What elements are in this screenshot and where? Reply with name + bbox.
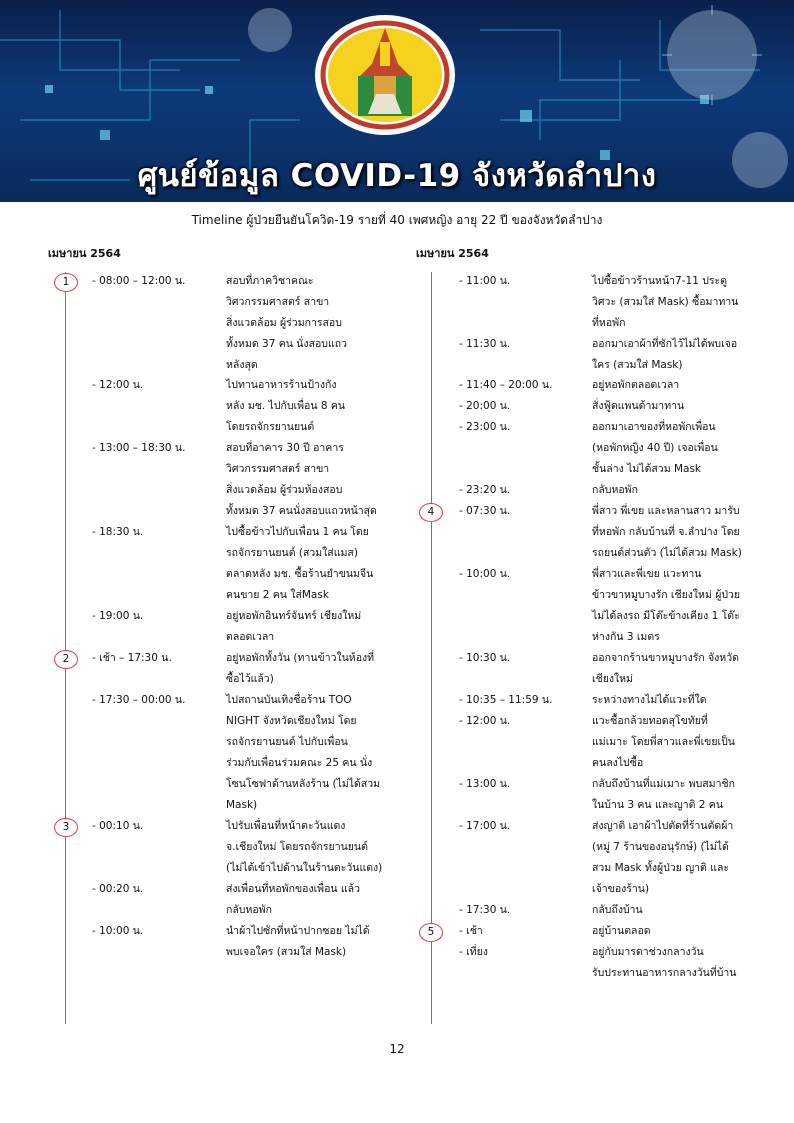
entry-description: ไปซื้อข้าวไปกับเพื่อน 1 คน โดย รถจักรยานยนต์ (สวมใส่แมส) ตลาดหลัง มช. ซื้อร้านยำขนมจีน คนขาย 2 คน ใส่Mask xyxy=(226,526,374,601)
right-month-label: เมษายน 2564 xyxy=(416,247,489,260)
entry-time: - เช้า xyxy=(459,925,483,937)
entry-description: อยู่บ้านตลอด xyxy=(592,925,651,937)
entry-description: พี่สาวและพี่เขย แวะทาน ข้าวขาหมูบางรัก เชียงใหม่ ผู้ป่วย ไม่ได้ลงรถ มีโต๊ะข้างเคียง 1 โต๊ะ ห่างกัน 3 เมตร xyxy=(592,568,741,643)
entry-time: - 23:20 น. xyxy=(459,484,511,496)
entry-time: - 00:20 น. xyxy=(92,883,144,895)
entry-time: - 17:30 น. xyxy=(459,904,511,916)
entry-time: - 13:00 – 18:30 น. xyxy=(92,442,186,454)
entry-description: อยู่หอพักทั้งวัน (ทานข้าวในห้องที่ ซื้อไว้แล้ว) xyxy=(226,652,375,685)
document-title: Timeline ผู้ป่วยยืนยันโควิด-19 รายที่ 40 เพศหญิง อายุ 22 ปี ของจังหวัดลำปาง xyxy=(191,213,603,227)
day-marker: 5 xyxy=(419,923,443,942)
entry-description: กลับถึงบ้านที่แม่เมาะ พบสมาชิก ในบ้าน 3 คน และญาติ 2 คน xyxy=(592,778,735,811)
entry-description: ไปทานอาหารร้านป้างกัง หลัง มช. ไปกับเพื่อน 8 คน โดยรถจักรยานยนต์ xyxy=(226,379,346,433)
entry-time: - 17:30 – 00:00 น. xyxy=(92,694,186,706)
day-marker: 1 xyxy=(54,273,78,292)
page-number: 12 xyxy=(389,1042,405,1056)
entry-time: - 17:00 น. xyxy=(459,820,511,832)
entry-description: พี่สาว พี่เขย และหลานสาว มารับ ที่หอพัก กลับบ้านที่ จ.ลำปาง โดย รถยนต์ส่วนตัว (ไม่ได้สวม Mask) xyxy=(592,505,742,559)
left-month-label: เมษายน 2564 xyxy=(48,247,121,260)
entry-time: - 20:00 น. xyxy=(459,400,511,412)
entry-description: อยู่หอพักตลอดเวลา xyxy=(592,379,680,391)
entry-description: ออกมาเอาผ้าที่ซักไว้ไม่ได้พบเจอ ใคร (สวมใส่ Mask) xyxy=(592,338,738,371)
entry-description: ออกมาเอาของที่หอพักเพื่อน (หอพักหญิง 40 ปี) เจอเพื่อน ชั้นล่าง ไม่ได้สวม Mask xyxy=(592,421,718,475)
entry-description: ส่งเพื่อนที่หอพักของเพื่อน แล้ว กลับหอพัก xyxy=(226,883,360,916)
right-timeline-line xyxy=(431,272,432,1024)
entry-description: ระหว่างทางไม่ได้แวะที่ใด xyxy=(592,694,707,706)
entry-description: ไปรับเพื่อนที่หน้าตะวันแดง จ.เชียงใหม่ โดยรถจักรยานยนต์ (ไม่ได้เข้าไปด้านในร้านตะวันแดง) xyxy=(226,820,383,874)
entry-description: ออกจากร้านขาหมูบางรัก จังหวัด เชียงใหม่ xyxy=(592,652,739,685)
entry-description: สอบที่ภาควิชาคณะ วิศวกรรมศาสตร์ สาขา สิ่งแวดล้อม ผู้ร่วมการสอบ ทั้งหมด 37 คน นั่งสอบแถว หลังสุด xyxy=(226,275,347,371)
entry-description: อยู่หอพักอินทร์จันทร์ เชียงใหม่ ตลอดเวลา xyxy=(226,610,362,643)
entry-time: - 10:35 – 11:59 น. xyxy=(459,694,553,706)
entry-time: - 18:30 น. xyxy=(92,526,144,538)
entry-description: กลับหอพัก xyxy=(592,484,638,496)
entry-time: - 19:00 น. xyxy=(92,610,144,622)
day-marker: 2 xyxy=(54,650,78,669)
entry-time: - 10:00 น. xyxy=(459,568,511,580)
entry-description: ส่งญาติ เอาผ้าไปตัดที่ร้านตัดผ้า (หมู่ 7 ร้านของอนุรักษ์) (ไม่ได้ สวม Mask ทั้งผู้ป่วย ญาติ และ เจ้าของร้าน) xyxy=(592,820,734,895)
banner-title: ศูนย์ข้อมูล COVID-19 จังหวัดลำปาง xyxy=(137,158,657,194)
entry-description: สั่งฟู้ดแพนด้ามาทาน xyxy=(592,400,685,412)
entry-time: - 10:00 น. xyxy=(92,925,144,937)
entry-description: แวะซื้อกล้วยทอดสุโขทัยที่ แม่เมาะ โดยพี่สาวและพี่เขยเป็น คนลงไปซื้อ xyxy=(592,715,735,769)
entry-time: - 07:30 น. xyxy=(459,505,511,517)
entry-description: กลับถึงบ้าน xyxy=(592,904,643,916)
day-marker: 3 xyxy=(54,818,78,837)
entry-time: - 11:40 – 20:00 น. xyxy=(459,379,553,391)
entry-time: - 08:00 – 12:00 น. xyxy=(92,275,186,287)
entry-time: - 12:00 น. xyxy=(459,715,511,727)
header-banner xyxy=(0,0,794,202)
entry-time: - เช้า – 17:30 น. xyxy=(92,652,172,664)
entry-time: - 11:00 น. xyxy=(459,275,511,287)
entry-description: สอบที่อาคาร 30 ปี อาคาร วิศวกรรมศาสตร์ สาขา สิ่งแวดล้อม ผู้ร่วมห้องสอบ ทั้งหมด 37 คนนั่งสอบแถวหน้าสุด xyxy=(226,442,377,517)
entry-time: - 10:30 น. xyxy=(459,652,511,664)
lampang-seal-logo xyxy=(314,14,456,136)
left-timeline-line xyxy=(65,272,66,1024)
entry-time: - 23:00 น. xyxy=(459,421,511,433)
entry-description: ไปซื้อข้าวร้านหน้า7-11 ประตู วิศวะ (สวมใส่ Mask) ซื้อมาทาน ที่หอพัก xyxy=(592,275,739,329)
entry-description: ไปสถานบันเทิงชื่อร้าน TOO NIGHT จังหวัดเชียงใหม่ โดย รถจักรยานยนต์ ไปกับเพื่อน ร่วมกับเพื่อนร่วมคณะ 25 คน นั่ง โซนโซฟาด้านหลังร้าน (ไม่ได้สวม Mask) xyxy=(226,694,381,811)
entry-time: - 11:30 น. xyxy=(459,338,511,350)
entry-description: นำผ้าไปซักที่หน้าปากซอย ไม่ได้ พบเจอใคร (สวมใส่ Mask) xyxy=(226,925,370,958)
day-marker: 4 xyxy=(419,503,443,522)
entry-time: - 00:10 น. xyxy=(92,820,144,832)
entry-time: - 13:00 น. xyxy=(459,778,511,790)
entry-description: อยู่กับมารดาช่วงกลางวัน รับประทานอาหารกลางวันที่บ้าน xyxy=(592,946,737,979)
entry-time: - เที่ยง xyxy=(459,946,488,958)
entry-time: - 12:00 น. xyxy=(92,379,144,391)
